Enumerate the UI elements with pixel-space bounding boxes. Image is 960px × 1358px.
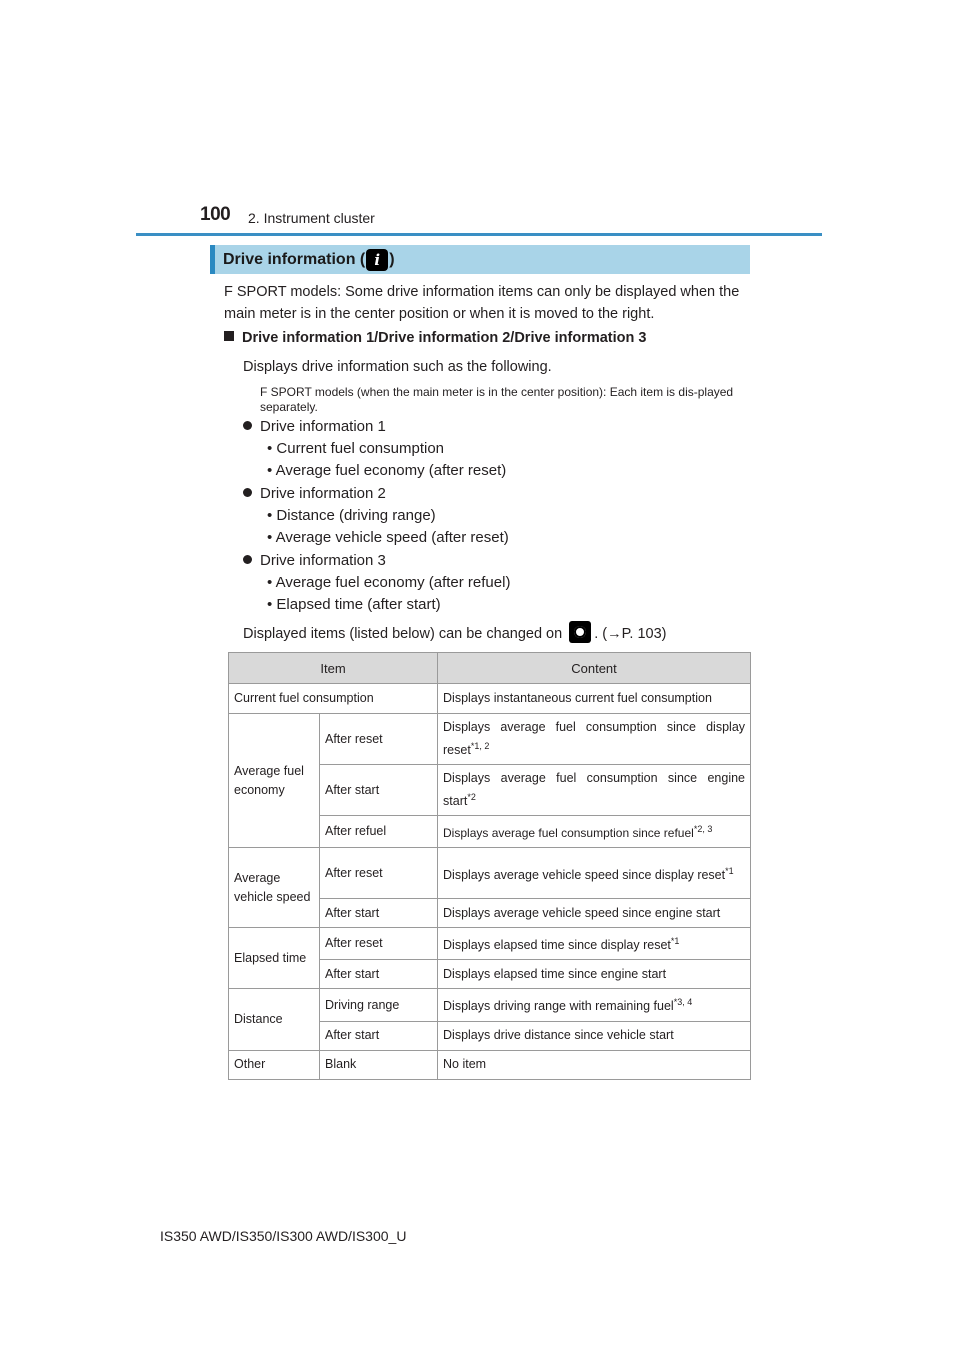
table-row [229,928,751,960]
header-rule [136,233,822,236]
section-title: Drive information ( [223,250,366,268]
list-item-text: Average fuel economy (after refuel) [275,574,511,591]
subheading-text: Drive information 1/Drive information 2/Drive information 3 [242,330,647,346]
page-reference: . (→P. 103) [594,626,667,642]
sub-item-cell: After start [320,899,438,928]
footnote-ref: *2, 3 [693,824,713,835]
group-label: Drive information 3 [260,552,386,569]
content-text: Displays average fuel consumption since refuel [443,826,694,841]
table-row [229,848,751,899]
square-bullet-icon [224,331,234,341]
sub-item-cell: After reset [320,848,438,899]
change-text: Displayed items (listed below) can be changed on [243,626,563,642]
list-item: • Distance (driving range) [267,507,436,524]
list-item-text: Distance (driving range) [276,507,436,524]
sub-item-cell: Blank [320,1050,438,1079]
section-title-bar [210,245,750,274]
footnote-ref: *1 [725,865,734,876]
sub-item-cell: After start [320,1021,438,1050]
table-row [229,1050,751,1079]
footnote-ref: *1 [670,936,680,947]
bullet-icon [243,555,252,564]
table-row [229,714,751,765]
content-text: Displays average fuel consumption since engine start [443,771,746,809]
column-header: Item [229,653,438,684]
sub-item-cell: After start [320,960,438,989]
item-cell: Average vehicle speed [229,848,320,928]
content-cell [438,989,751,1021]
table-header-row [229,653,751,684]
content-text: Displays driving range with remaining fuel [443,999,674,1014]
content-cell [438,848,751,899]
list-item: • Average fuel economy (after reset) [267,462,507,479]
description: Displays drive information such as the following. [243,359,552,375]
content-cell: Displays average vehicle speed since engine start [438,899,751,928]
group-2 [243,485,386,502]
page-number: 100 [200,204,231,225]
content-text: Displays average vehicle speed since display reset [443,867,726,882]
table-row [229,684,751,714]
list-item-text: Current fuel consumption [276,440,445,457]
list-item-text: Average vehicle speed (after reset) [275,529,509,546]
drive-info-table [228,652,751,1080]
footnote-ref: *3, 4 [673,997,693,1008]
column-header: Content [438,653,751,684]
sub-item-cell: After reset [320,928,438,960]
sub-item-cell: Driving range [320,989,438,1021]
page-footer: IS350 AWD/IS350/IS300 AWD/IS300_U [160,1228,407,1244]
group-1 [243,418,386,435]
content-cell [438,816,751,848]
content-text: Displays elapsed time since display reset [443,938,671,953]
gear-icon [569,621,591,643]
list-item: • Elapsed time (after start) [267,596,441,613]
footnote-ref: *1, 2 [470,741,490,751]
bullet-icon [243,421,252,430]
content-cell: Displays instantaneous current fuel consumption [438,684,751,714]
sub-item-cell: After refuel [320,816,438,848]
info-icon: i [366,249,388,271]
content-text: Displays average fuel consumption since display reset [443,720,746,758]
bullet-icon [243,488,252,497]
group-label: Drive information 1 [260,418,386,435]
content-cell: No item [438,1050,751,1079]
content-cell: Displays elapsed time since engine start [438,960,751,989]
list-item: • Average fuel economy (after refuel) [267,574,511,591]
table-row [229,989,751,1021]
list-item-text: Average fuel economy (after reset) [275,462,507,479]
content-cell [438,765,751,816]
chapter-title: 2. Instrument cluster [248,210,375,226]
group-3 [243,552,386,569]
intro-paragraph: F SPORT models: Some drive information items can only be displayed when the main meter is in the center position or when it is moved to the right. [224,284,740,322]
item-cell: Other [229,1050,320,1079]
note: F SPORT models (when the main meter is in the center position): Each item is dis-played separately. [260,385,734,414]
subheading [224,330,646,346]
list-item: • Average vehicle speed (after reset) [267,529,509,546]
content-cell: Displays drive distance since vehicle start [438,1021,751,1050]
content-cell [438,928,751,960]
item-cell: Average fuel economy [229,714,320,848]
list-item: • Current fuel consumption [267,440,445,457]
footnote-ref: *2 [467,792,476,803]
item-cell: Current fuel consumption [229,684,438,714]
sub-item-cell: After reset [320,714,438,765]
content-cell [438,714,751,765]
sub-item-cell: After start [320,765,438,816]
item-cell: Distance [229,989,320,1050]
list-item-text: Elapsed time (after start) [276,596,441,613]
item-cell: Elapsed time [229,928,320,989]
group-label: Drive information 2 [260,485,386,502]
section-title-close: ) [389,250,395,268]
page-header [0,0,960,240]
change-instructions [243,621,771,645]
